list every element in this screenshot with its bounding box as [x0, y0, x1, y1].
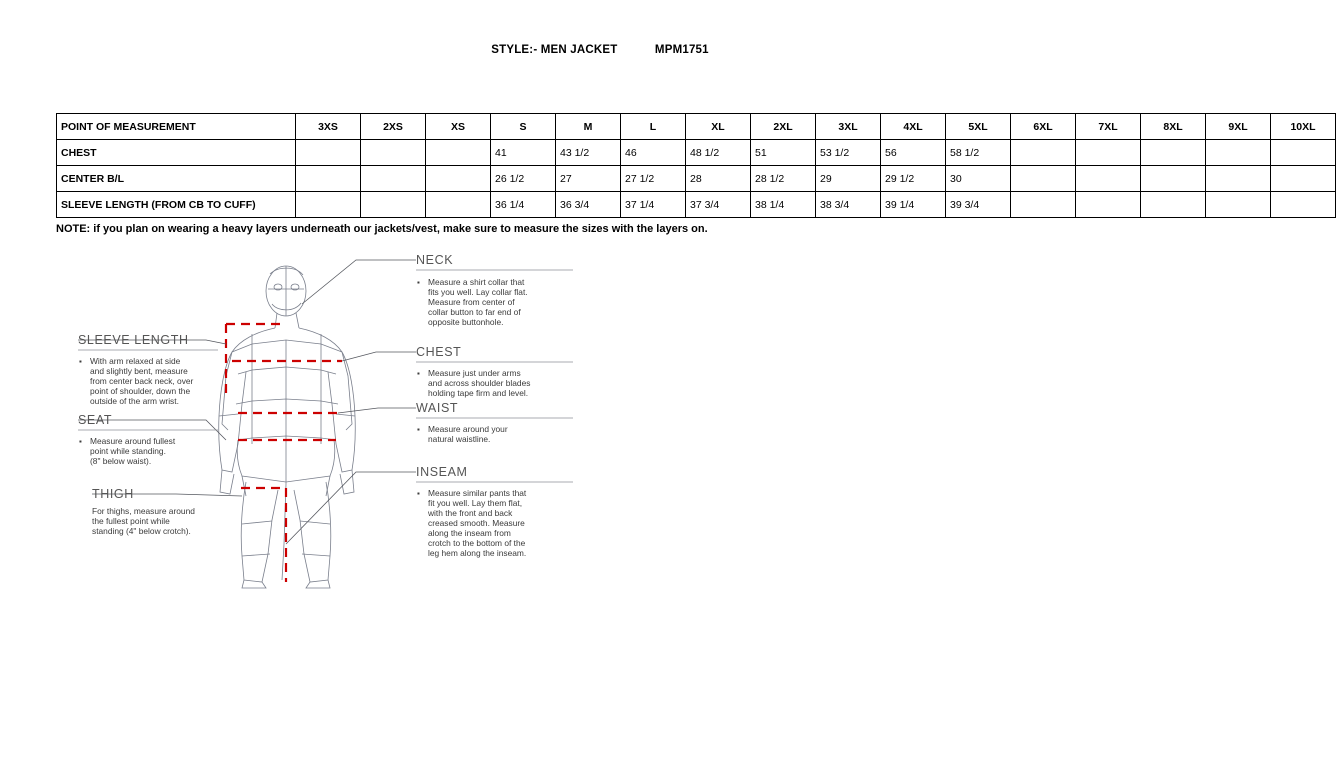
callout-chest-line-1: Measure just under arms — [428, 368, 521, 378]
cell-cbl-9xl — [1206, 166, 1271, 192]
cell-cbl-s: 26 1/2 — [491, 166, 556, 192]
callout-chest-title: CHEST — [416, 345, 462, 359]
cell-chest-8xl — [1141, 140, 1206, 166]
cell-cbl-5xl: 30 — [946, 166, 1011, 192]
cell-chest-9xl — [1206, 140, 1271, 166]
cell-sleeve-s: 36 1/4 — [491, 192, 556, 218]
column-header-4xl: 4XL — [881, 114, 946, 140]
cell-cbl-2xl: 28 1/2 — [751, 166, 816, 192]
row-label-center-bl: CENTER B/L — [57, 166, 296, 192]
cell-cbl-xs — [426, 166, 491, 192]
column-header-xl: XL — [686, 114, 751, 140]
cell-chest-7xl — [1076, 140, 1141, 166]
row-label-sleeve-length: SLEEVE LENGTH (FROM CB TO CUFF) — [57, 192, 296, 218]
callout-inseam — [416, 465, 573, 558]
callout-waist-line-1: Measure around your — [428, 424, 508, 434]
size-chart-table — [56, 113, 1336, 218]
cell-sleeve-5xl: 39 3/4 — [946, 192, 1011, 218]
callout-sleeve-length-line-4: point of shoulder, down the — [90, 386, 191, 396]
callout-thigh-line-2: the fullest point while — [92, 516, 170, 526]
cell-chest-l: 46 — [621, 140, 686, 166]
callout-neck-title: NECK — [416, 253, 454, 267]
table-header-row — [57, 114, 1336, 140]
column-header-7xl: 7XL — [1076, 114, 1141, 140]
cell-sleeve-8xl — [1141, 192, 1206, 218]
callout-inseam-line-2: fit you well. Lay them flat, — [428, 498, 523, 508]
measurement-diagram — [56, 244, 576, 584]
callout-chest-line-3: holding tape firm and level. — [428, 388, 529, 398]
cell-cbl-4xl: 29 1/2 — [881, 166, 946, 192]
cell-cbl-l: 27 1/2 — [621, 166, 686, 192]
callout-thigh-line-3: standing (4" below crotch). — [92, 526, 191, 536]
style-code: MPM1751 — [654, 44, 709, 56]
callout-waist — [416, 401, 573, 444]
cell-cbl-10xl — [1271, 166, 1336, 192]
cell-chest-m: 43 1/2 — [556, 140, 621, 166]
cell-sleeve-2xs — [361, 192, 426, 218]
column-header-10xl: 10XL — [1271, 114, 1336, 140]
callout-sleeve-length-line-1: With arm relaxed at side — [90, 356, 181, 366]
note-text: NOTE: if you plan on wearing a heavy layers underneath our jackets/vest, make sure to measure the sizes with the layers on. — [56, 223, 708, 235]
callout-sleeve-length-line-3: from center back neck, over — [90, 376, 194, 386]
cell-cbl-m: 27 — [556, 166, 621, 192]
cell-chest-2xs — [361, 140, 426, 166]
cell-sleeve-3xl: 38 3/4 — [816, 192, 881, 218]
row-label-chest: CHEST — [57, 140, 296, 166]
column-header-xs: XS — [426, 114, 491, 140]
column-header-9xl: 9XL — [1206, 114, 1271, 140]
callout-inseam-line-7: leg hem along the inseam. — [428, 548, 527, 558]
cell-chest-3xl: 53 1/2 — [816, 140, 881, 166]
callout-neck-line-2: fits you well. Lay collar flat. — [428, 287, 528, 297]
callout-inseam-line-1: Measure similar pants that — [428, 488, 527, 498]
cell-sleeve-9xl — [1206, 192, 1271, 218]
cell-chest-2xl: 51 — [751, 140, 816, 166]
cell-chest-3xs — [296, 140, 361, 166]
size-chart-table-wrapper — [56, 113, 1316, 218]
callout-chest-line-2: and across shoulder blades — [428, 378, 531, 388]
callout-seat-title: SEAT — [78, 413, 113, 427]
cell-cbl-7xl — [1076, 166, 1141, 192]
cell-sleeve-7xl — [1076, 192, 1141, 218]
cell-sleeve-2xl: 38 1/4 — [751, 192, 816, 218]
column-header-5xl: 5XL — [946, 114, 1011, 140]
callout-inseam-line-5: along the inseam from — [428, 528, 511, 538]
cell-sleeve-l: 37 1/4 — [621, 192, 686, 218]
callout-inseam-bullet: ▪ — [417, 489, 420, 498]
callout-neck-line-5: opposite buttonhole. — [428, 317, 504, 327]
column-header-pom: POINT OF MEASUREMENT — [57, 114, 296, 140]
column-header-2xl: 2XL — [751, 114, 816, 140]
cell-sleeve-10xl — [1271, 192, 1336, 218]
callout-inseam-line-3: with the front and back — [428, 508, 513, 518]
callout-sleeve-length-bullet: ▪ — [79, 357, 82, 366]
callout-neck-line-4: collar button to far end of — [428, 307, 521, 317]
cell-chest-xs — [426, 140, 491, 166]
callout-sleeve-length-line-5: outside of the arm wrist. — [90, 396, 179, 406]
callout-waist-title: WAIST — [416, 401, 459, 415]
cell-chest-s: 41 — [491, 140, 556, 166]
callout-inseam-line-6: crotch to the bottom of the — [428, 538, 526, 548]
column-header-8xl: 8XL — [1141, 114, 1206, 140]
column-header-3xl: 3XL — [816, 114, 881, 140]
cell-sleeve-6xl — [1011, 192, 1076, 218]
callout-thigh-line-1: For thighs, measure around — [92, 506, 195, 516]
callout-sleeve-length — [78, 333, 218, 406]
callout-waist-line-2: natural waistline. — [428, 434, 491, 444]
cell-sleeve-3xs — [296, 192, 361, 218]
callout-seat-line-3: (8" below waist). — [90, 456, 152, 466]
callout-inseam-title: INSEAM — [416, 465, 468, 479]
column-header-s: S — [491, 114, 556, 140]
callout-thigh-title: THIGH — [92, 487, 134, 501]
table-row — [57, 192, 1336, 218]
cell-sleeve-m: 36 3/4 — [556, 192, 621, 218]
callout-neck-bullet: ▪ — [417, 278, 420, 287]
callout-inseam-line-4: creased smooth. Measure — [428, 518, 525, 528]
page-title — [0, 44, 1200, 56]
callout-neck — [416, 253, 573, 327]
column-header-m: M — [556, 114, 621, 140]
cell-cbl-3xl: 29 — [816, 166, 881, 192]
cell-sleeve-4xl: 39 1/4 — [881, 192, 946, 218]
cell-cbl-8xl — [1141, 166, 1206, 192]
callout-neck-line-1: Measure a shirt collar that — [428, 277, 525, 287]
cell-chest-4xl: 56 — [881, 140, 946, 166]
callout-waist-bullet: ▪ — [417, 425, 420, 434]
cell-cbl-6xl — [1011, 166, 1076, 192]
column-header-6xl: 6XL — [1011, 114, 1076, 140]
column-header-l: L — [621, 114, 686, 140]
callout-seat — [78, 413, 218, 466]
cell-chest-6xl — [1011, 140, 1076, 166]
cell-cbl-xl: 28 — [686, 166, 751, 192]
column-header-2xs: 2XS — [361, 114, 426, 140]
cell-sleeve-xs — [426, 192, 491, 218]
cell-chest-5xl: 58 1/2 — [946, 140, 1011, 166]
table-row — [57, 166, 1336, 192]
cell-cbl-2xs — [361, 166, 426, 192]
cell-chest-10xl — [1271, 140, 1336, 166]
callout-chest — [416, 345, 573, 398]
cell-chest-xl: 48 1/2 — [686, 140, 751, 166]
callout-sleeve-length-title: SLEEVE LENGTH — [78, 333, 189, 347]
callout-seat-line-2: point while standing. — [90, 446, 166, 456]
style-label: STYLE:- MEN JACKET — [491, 44, 618, 56]
callout-seat-bullet: ▪ — [79, 437, 82, 446]
cell-sleeve-xl: 37 3/4 — [686, 192, 751, 218]
callout-seat-line-1: Measure around fullest — [90, 436, 176, 446]
column-header-3xs: 3XS — [296, 114, 361, 140]
callout-chest-bullet: ▪ — [417, 369, 420, 378]
callout-sleeve-length-line-2: and slightly bent, measure — [90, 366, 188, 376]
cell-cbl-3xs — [296, 166, 361, 192]
callout-neck-line-3: Measure from center of — [428, 297, 515, 307]
table-row — [57, 140, 1336, 166]
